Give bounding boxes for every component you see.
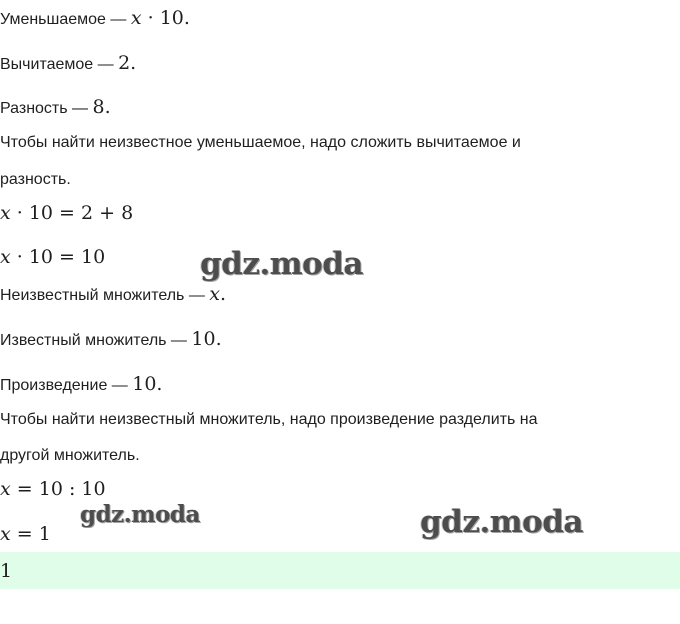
rule1-line1: Чтобы найти неизвестное уменьшаемое, надо сложить вычитаемое и	[0, 134, 521, 151]
subtrahend-line	[0, 53, 136, 75]
equation-3-rest: = 10 : 10	[16, 478, 106, 500]
watermark-logo: gdz.moda	[80, 501, 200, 528]
equation-3-variable: x	[0, 478, 11, 500]
product-label: Произведение —	[0, 377, 128, 394]
difference-line	[0, 97, 111, 119]
equation-2-rest: · 10 = 10	[16, 246, 106, 268]
minuend-line	[0, 8, 190, 30]
equation-1-rest: · 10 = 2 + 8	[16, 202, 134, 224]
unknown-factor-expression	[209, 283, 226, 305]
product-line	[0, 374, 162, 396]
rule1-line2: разность.	[0, 171, 71, 188]
watermark-logo: gdz.moda	[420, 504, 583, 540]
minuend-label: Уменьшаемое —	[0, 11, 127, 28]
equation-1-variable: x	[0, 202, 11, 224]
subtrahend-value: 2.	[118, 52, 137, 74]
equation-4-rest: = 1	[16, 523, 51, 545]
unknown-factor-dot: .	[220, 283, 227, 305]
answer-highlight	[0, 552, 680, 589]
equation-1	[0, 203, 133, 223]
minuend-expression	[131, 7, 190, 29]
equation-3	[0, 479, 106, 499]
watermark-logo: gdz.moda	[200, 246, 363, 282]
unknown-factor-variable: x	[209, 283, 220, 305]
minuend-value: · 10.	[147, 7, 190, 29]
product-value: 10.	[132, 373, 163, 395]
rule2-line1: Чтобы найти неизвестный множитель, надо произведение разделить на	[0, 411, 538, 428]
equation-2-variable: x	[0, 246, 11, 268]
difference-value: 8.	[92, 96, 111, 118]
subtrahend-label: Вычитаемое —	[0, 56, 114, 73]
equation-4	[0, 524, 51, 544]
equation-2	[0, 247, 105, 267]
rule2-line2: другой множитель.	[0, 447, 140, 464]
difference-label: Разность —	[0, 100, 89, 117]
known-factor-value: 10.	[191, 328, 222, 350]
minuend-variable: x	[130, 7, 142, 29]
known-factor-label: Известный множитель —	[0, 332, 187, 349]
known-factor-line	[0, 329, 222, 351]
answer-value: 1	[0, 560, 13, 582]
unknown-factor-label: Неизвестный множитель —	[0, 287, 205, 304]
unknown-factor-line	[0, 284, 226, 306]
equation-4-variable: x	[0, 523, 11, 545]
